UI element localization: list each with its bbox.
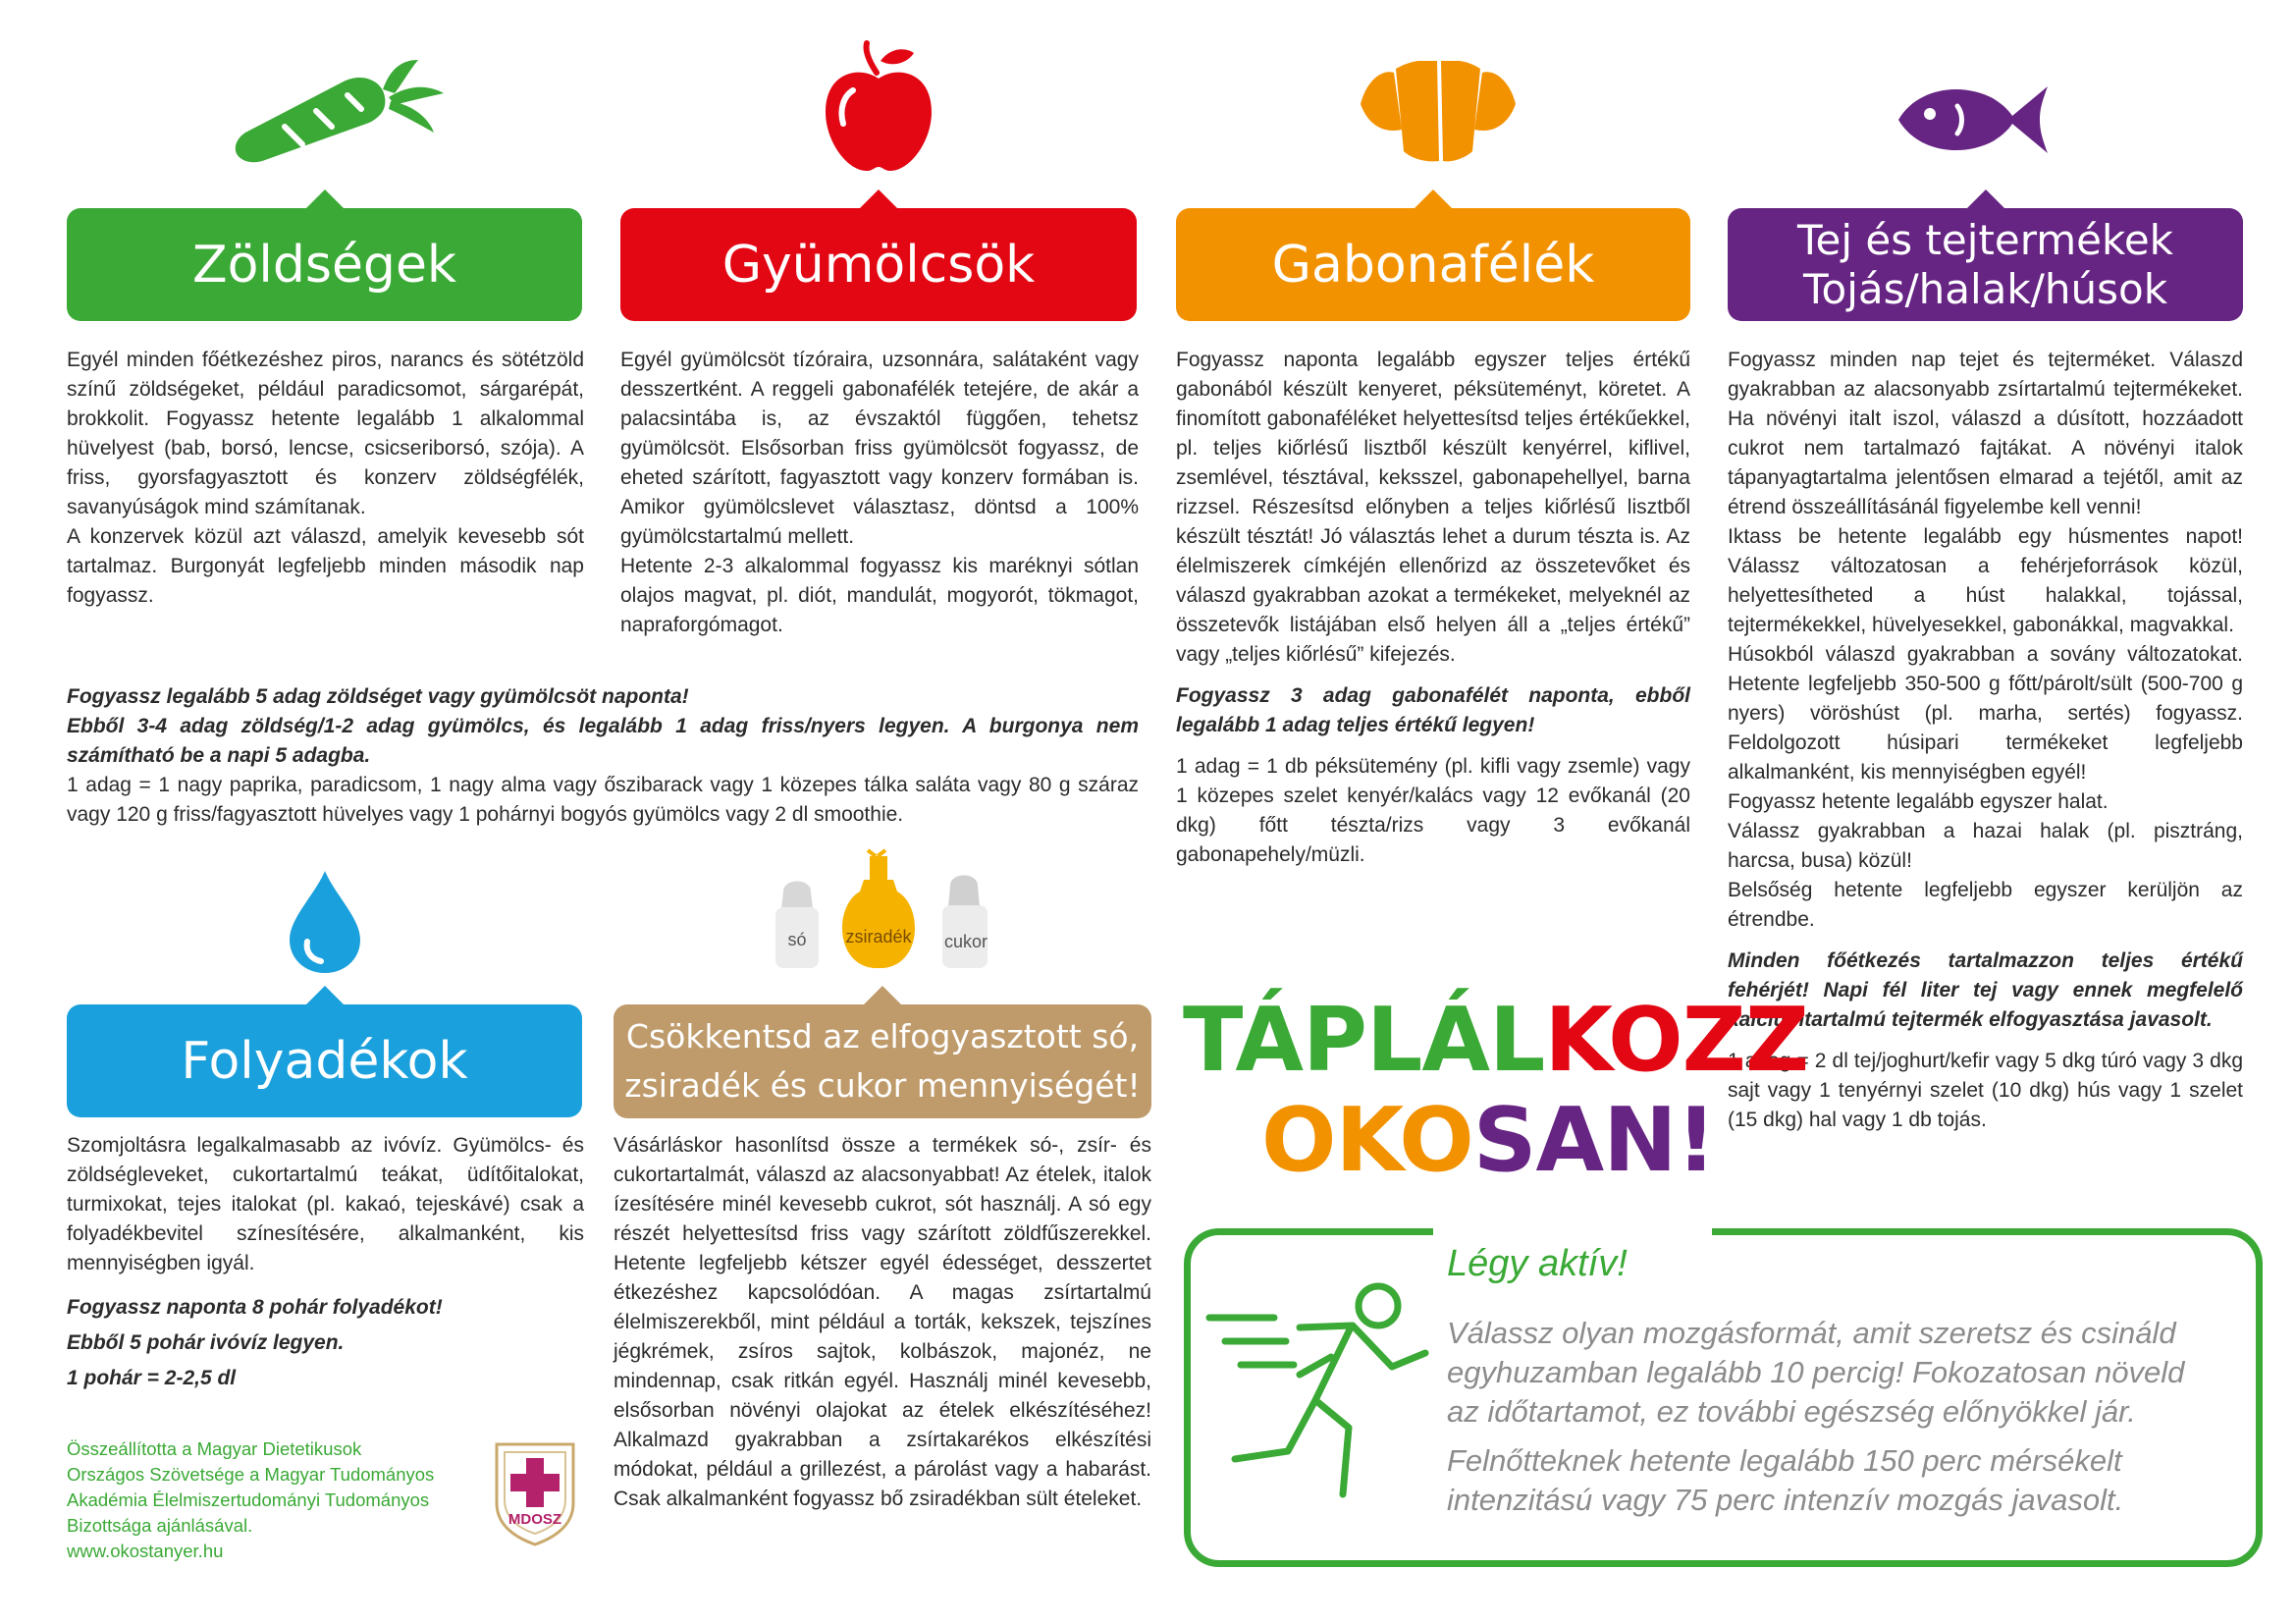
header-liquids xyxy=(67,1004,582,1117)
mdosz-logo-text: MDOSZ xyxy=(507,1511,562,1528)
slogan-line-1 xyxy=(1183,989,1809,1092)
active-paragraph-2: Felnőtteknek hetente legalább 150 perc mérsékelt intenzitású vagy 75 perc intenzív mozgás javasolt. xyxy=(1447,1443,2124,1517)
sugar-label: cukor xyxy=(943,932,988,951)
header-reduce-line2: zsiradék és cukor mennyiségét! xyxy=(624,1066,1141,1105)
header-fruits xyxy=(620,208,1137,321)
reduce-paragraph-1: Vásárláskor hasonlítsd össze a termékek só-, zsír- és cukortartalmát, válaszd az alacsonyabbat! Az ételek, italok ízesítésére minél kevesebb cukrot, sót használj. A só egy részét helyettesítsd friss vagy szárított zöldfűszerekkel. Hetente legfeljebb kétszer egyél édességet, desszertet étkezéshez kapcsolódóan. A magas zsírtartalmú élelmiszerekből, mint például a torták, kekszek, tejszínes jégkrémek, zsíros sajtok, kolbászok, majonéz, ne mindennap, csak ritkán egyél. Használj minél kevesebb, elsősorban növényi olajokat az ételek elkészítéséhez! Alkalmazd gyakrabban a zsírtakarékos elkészítési módokat, például a grillezést, a párolást vagy a habarást. Csak alkalmanként fogyassz bő zsiradékban sült ételeket. xyxy=(614,1134,1151,1510)
header-dairy-line2: Tojás/halak/húsok xyxy=(1802,264,2168,313)
credit-line-4: Bizottsága ajánlásával. xyxy=(67,1515,253,1536)
salt-oil-sugar-icon xyxy=(766,846,1011,974)
header-vegetables xyxy=(67,208,582,321)
header-grains xyxy=(1176,208,1690,321)
dairy-paragraph-6: Belsőség hetente legfeljebb egyszer kerüljön az étrendbe. xyxy=(1728,879,2243,931)
fruits-paragraph-2: Hetente 2-3 alkalommal fogyassz kis maréknyi sótlan olajos magvat, pl. diót, mandulát, mogyorót, tökmagot, napraforgómagot. xyxy=(620,555,1139,636)
header-reduce xyxy=(614,1004,1151,1118)
croissant-icon xyxy=(1355,61,1522,171)
header-fruits-title: Gyümölcsök xyxy=(721,235,1036,295)
carrot-icon xyxy=(226,54,452,167)
slogan-kozz: KOZZ xyxy=(1544,989,1809,1092)
fish-icon xyxy=(1895,81,2061,159)
dairy-paragraph-3: Húsokból válaszd gyakrabban a sovány változatokat. Hetente legfeljebb 350-500 g főtt/párolt/sült (500-700 g nyers) vöröshúst (pl. marha, sertés) fogyassz. Feldolgozott húsipari termékeket legfeljebb alkalmanként, kis mennyiségben egyél! xyxy=(1728,643,2243,784)
header-grains-title: Gabonafélék xyxy=(1271,235,1595,295)
five-a-day-bold-1: Fogyassz legalább 5 adag zöldséget vagy gyümölcsöt naponta! xyxy=(67,685,689,708)
fruits-text xyxy=(620,346,1139,640)
active-paragraph-1: Válassz olyan mozgásformát, amit szeretsz és csináld egyhuzamban legalább 10 percig! Fokozatosan növeld az időtartamot, ez további egészség előnyökkel jár. xyxy=(1447,1316,2185,1429)
water-drop-icon xyxy=(286,869,364,977)
credit-text xyxy=(67,1436,479,1564)
dairy-paragraph-5: Válassz gyakrabban a hazai halak (pl. pisztráng, harcsa, busa) közül! xyxy=(1728,820,2243,872)
header-dairy-line1: Tej és tejtermékek xyxy=(1796,215,2173,264)
five-a-day-portion: 1 adag = 1 nagy paprika, paradicsom, 1 nagy alma vagy őszibarack vagy 1 közepes tálka saláta vagy 80 g száraz vagy 120 g friss/fagyasztott hüvelyes vagy 1 pohárnyi bogyós gyümölcs vagy 2 dl smoothie. xyxy=(67,774,1139,826)
grains-portion: 1 adag = 1 db péksütemény (pl. kifli vagy zsemle) vagy 1 közepes szelet kenyér/kalács vagy 12 evőkanál (20 dkg) főtt tészta/rizs vagy 3 evőkanál gabonapehely/müzli. xyxy=(1176,755,1690,866)
liquids-bold-2: Ebből 5 pohár ivóvíz legyen. xyxy=(67,1331,345,1354)
credit-line-1: Összeállította a Magyar Dietetikusok xyxy=(67,1438,362,1459)
slogan-taplal: TÁPLÁL xyxy=(1183,989,1545,1092)
header-liquids-title: Folyadékok xyxy=(181,1031,468,1091)
dairy-portion: 1 adag = 2 dl tej/joghurt/kefir vagy 5 dkg túró vagy 3 dkg sajt vagy 1 tenyérnyi szelet (10 dkg) hús vagy 1 szelet (15 dkg) hal vagy 1 db tojás. xyxy=(1728,1050,2243,1131)
salt-label: só xyxy=(787,930,807,949)
mdosz-logo xyxy=(491,1440,579,1548)
fruits-paragraph-1: Egyél gyümölcsöt tízóraira, uzsonnára, salátaként vagy desszertként. A reggeli gabonafélék tetejére, de akár a palacsintába is, az évszaktól függően, tehetsz gyümölcsöt. Elsősorban friss gyümölcsöt fogyassz, de eheted szárított, fagyasztott vagy konzerv formában is. Amikor gyümölcslevet választasz, döntsd a 100% gyümölcstartalmú mellett. xyxy=(620,349,1139,548)
apple-icon xyxy=(820,39,937,177)
liquids-bold-1: Fogyassz naponta 8 pohár folyadékot! xyxy=(67,1296,443,1319)
slogan-san: SAN! xyxy=(1472,1089,1716,1192)
slogan-oko: OKO xyxy=(1261,1089,1473,1192)
liquids-text xyxy=(67,1131,584,1396)
credit-line-3: Akadémia Élelmiszertudományi Tudományos xyxy=(67,1489,430,1510)
header-vegetables-title: Zöldségek xyxy=(191,235,457,295)
active-text xyxy=(1447,1314,2222,1530)
grains-paragraph-1: Fogyassz naponta legalább egyszer teljes értékű gabonából készült kenyeret, péksüteményt, köretet. A finomított gabonaféléket helyettesítsd teljes értékűekkel, pl. teljes kiőrlésű lisztből készült kenyérrel, kiflivel, zsemlével, tésztával, keksszel, gabonapehellyel, barna rizzsel. Részesítsd előnyben a teljes kiőrlésű lisztből készült tésztát! Jó választás lehet a durum tészta is. Az élelmiszerek címkéjén ellenőrizd az összetevőket és válaszd gyakrabban azokat a termékeket, melyeknél az összetevők listájában első helyen áll a „teljes értékű” vagy „teljes kiőrlésű” kifejezés. xyxy=(1176,349,1690,666)
grains-text xyxy=(1176,346,1690,870)
credit-line-2: Országos Szövetsége a Magyar Tudományos xyxy=(67,1464,435,1485)
grains-bold: Fogyassz 3 adag gabonafélét naponta, ebből legalább 1 adag teljes értékű legyen! xyxy=(1176,684,1690,736)
reduce-text xyxy=(614,1131,1151,1514)
liquids-paragraph-1: Szomjoltásra legalkalmasabb az ivóvíz. Gyümölcs- és zöldségleveket, cukortartalmú teákat, üdítőitalokat, turmixokat, tejes italokat (pl. kakaó, tejeskávé) csak a folyadékbevitel színesítésére, alkalmanként, kis mennyiségben igyál. xyxy=(67,1134,584,1274)
dairy-paragraph-1: Fogyassz minden nap tejet és tejterméket. Válaszd gyakrabban az alacsonyabb zsírtartalmú tejtermékeket. Ha növényi italt iszol, válaszd a dúsított, hozzáadott cukrot nem tartalmazó fajtákat. A növényi italok tápanyagtartalma jelentősen elmarad a tejétől, amit az étrend összeállításánál figyelembe kell venni! xyxy=(1728,349,2243,518)
vegetables-paragraph-2: A konzervek közül azt válaszd, amelyik kevesebb sót tartalmaz. Burgonyát legfeljebb minden második nap fogyassz. xyxy=(67,525,584,607)
header-reduce-line1: Csökkentsd az elfogyasztott só, xyxy=(625,1017,1140,1056)
vegetables-text xyxy=(67,346,584,611)
active-title: Légy aktív! xyxy=(1433,1227,1712,1300)
credit-website-link[interactable]: www.okostanyer.hu xyxy=(67,1541,224,1561)
fat-label: zsiradék xyxy=(845,927,912,947)
five-a-day-bold-2: Ebből 3-4 adag zöldség/1-2 adag gyümölcs, és legalább 1 adag friss/nyers legyen. A burgonya nem számítható be a napi 5 adagba. xyxy=(67,715,1139,767)
dairy-paragraph-2: Iktass be hetente legalább egy húsmentes napot! Válassz változatosan a fehérjeforrások közül, helyettesítheted a húst halakkal, tojással, tejtermékekkel, hüvelyesekkel, gabonákkal, magvakkal. xyxy=(1728,525,2243,636)
dairy-paragraph-4: Fogyassz hetente legalább egyszer halat. xyxy=(1728,790,2109,813)
header-dairy xyxy=(1728,208,2243,321)
vegetables-paragraph-1: Egyél minden főétkezéshez piros, narancs és sötétzöld színű zöldségeket, például paradicsomot, sárgarépát, brokkolit. Fogyassz hetente legalább 1 alkalommal hüvelyest (bab, borsó, lencse, csicseriborsó, szója). A friss, gyorsfagyasztott és konzerv zöldségfélék, savanyúságok mind számítanak. xyxy=(67,349,584,518)
five-a-day-text xyxy=(67,682,1139,830)
liquids-bold-3: 1 pohár = 2-2,5 dl xyxy=(67,1367,237,1389)
running-person-icon xyxy=(1205,1272,1441,1508)
slogan-line-2 xyxy=(1261,1089,1716,1192)
dairy-bold: Minden főétkezés tartalmazzon teljes értékű fehérjét! Napi fél liter tej vagy ennek megfelelő kalciumtartalmú tejtermék elfogyasztása javasolt. xyxy=(1728,949,2243,1031)
